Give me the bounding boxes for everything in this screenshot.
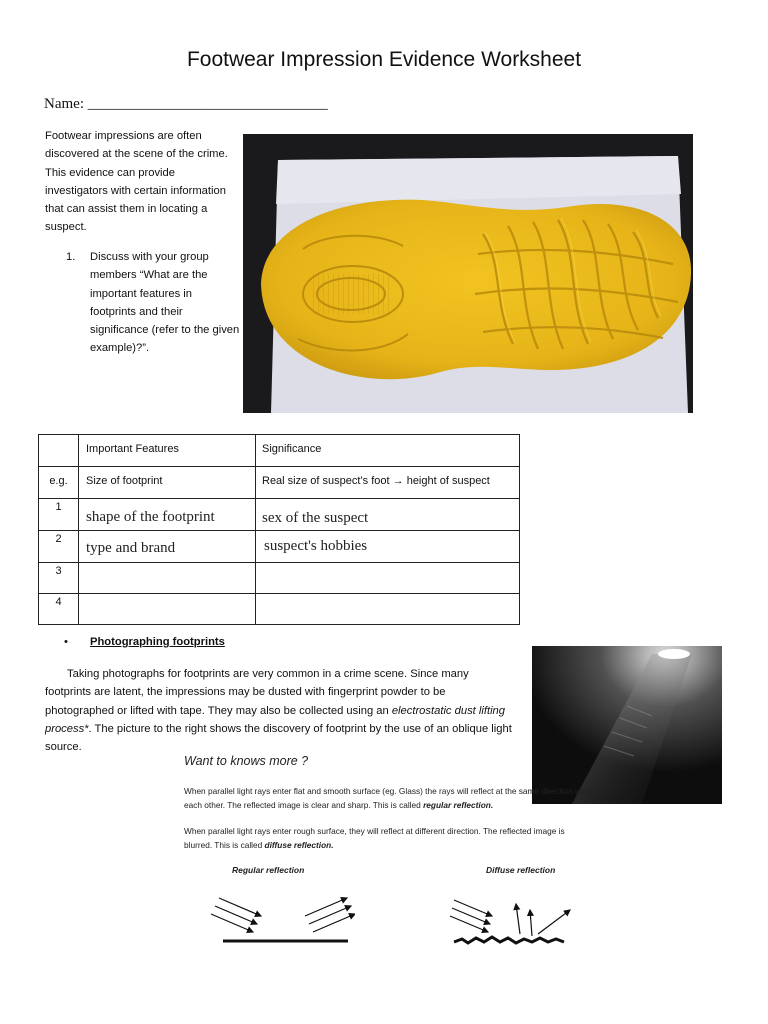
name-field-label: Name: ________________________________ [44, 96, 328, 112]
significance-text: Real size of suspect’s foot → height of suspect [262, 475, 490, 487]
paragraph-text-end: . The picture to the right shows the discovery of footprint by the use of an oblique light source. [45, 722, 512, 754]
worksheet-title: Footwear Impression Evidence Worksheet [186, 48, 582, 71]
diffuse-reflection-text [184, 824, 594, 852]
feature-cell[interactable] [79, 563, 256, 594]
row-label-cell [39, 467, 79, 499]
row-label-cell [39, 563, 79, 594]
handwritten-significance: sex of the suspect [262, 510, 369, 526]
diffuse-term: diffuse reflection. [264, 840, 334, 850]
diffuse-reflection-label: Diffuse reflection [486, 865, 556, 875]
question-number: 1. [66, 251, 76, 263]
row-label: 3 [55, 565, 62, 577]
want-more-heading: Want to knows more ? [184, 754, 309, 768]
shoe-impression-photo [243, 134, 693, 413]
handwritten-feature: shape of the footprint [86, 509, 215, 525]
table-row [39, 563, 520, 594]
row-label: 2 [55, 533, 62, 545]
row-label-cell [39, 594, 79, 625]
bullet-point: • [64, 636, 68, 648]
significance-cell [256, 467, 520, 499]
photographing-paragraph [45, 665, 515, 756]
regular-reflection-diagram [205, 888, 355, 948]
feature-cell[interactable] [79, 531, 256, 563]
feature-cell[interactable] [79, 499, 256, 531]
question-text: Discuss with your group members “What are the important features in footprints and their significance (refer to the given example)?”. [90, 251, 240, 355]
table-row [39, 499, 520, 531]
table-row [39, 531, 520, 563]
paragraph-text: Taking photographs for footprints are very common in a crime scene. Since many footprints are latent, the impressions may be dusted with fingerprint powder to be photographed or lifted with tape. They may also be collected using an [45, 668, 469, 717]
row-label: 1 [55, 501, 62, 513]
table-header-row [39, 435, 520, 467]
row-label: 4 [55, 596, 62, 608]
header-important-features: Important Features [86, 443, 179, 455]
significance-cell[interactable] [256, 563, 520, 594]
handwritten-significance: suspect's hobbies [264, 538, 368, 554]
table-header-cell [39, 435, 79, 467]
regular-reflection-text [184, 784, 594, 812]
regular-text: When parallel light rays enter flat and smooth surface (eg. Glass) the rays will reflect at the same direction with each other. The reflected image is clear and sharp. This is called [184, 786, 590, 810]
regular-reflection-label: Regular reflection [232, 865, 305, 875]
significance-cell[interactable] [256, 531, 520, 563]
header-significance: Significance [262, 443, 322, 455]
significance-cell[interactable] [256, 594, 520, 625]
table-row [39, 467, 520, 499]
diffuse-text: When parallel light rays enter rough surface, they will reflect at different direction. The reflected image is blurred. This is called [184, 826, 565, 850]
row-label-cell [39, 531, 79, 563]
table-header-cell [79, 435, 256, 467]
oblique-light-photo [532, 646, 722, 804]
significance-cell[interactable] [256, 499, 520, 531]
feature-cell[interactable] [79, 594, 256, 625]
intro-paragraph: Footwear impressions are often discovered at the scene of the crime. This evidence can provide investigators with certain information that can assist them in locating a suspect. [45, 130, 228, 234]
row-label-cell [39, 499, 79, 531]
table-header-cell [256, 435, 520, 467]
table-row [39, 594, 520, 625]
handwritten-feature: type and brand [86, 540, 176, 556]
row-label: e.g. [49, 475, 68, 487]
feature-cell [79, 467, 256, 499]
features-table [38, 434, 520, 625]
diffuse-reflection-diagram [448, 896, 578, 948]
section-heading: Photographing footprints [90, 636, 225, 648]
paragraph-emphasis: electrostatic dust lifting process* [45, 704, 505, 735]
feature-text: Size of footprint [86, 475, 163, 487]
regular-term: regular reflection. [423, 800, 494, 810]
